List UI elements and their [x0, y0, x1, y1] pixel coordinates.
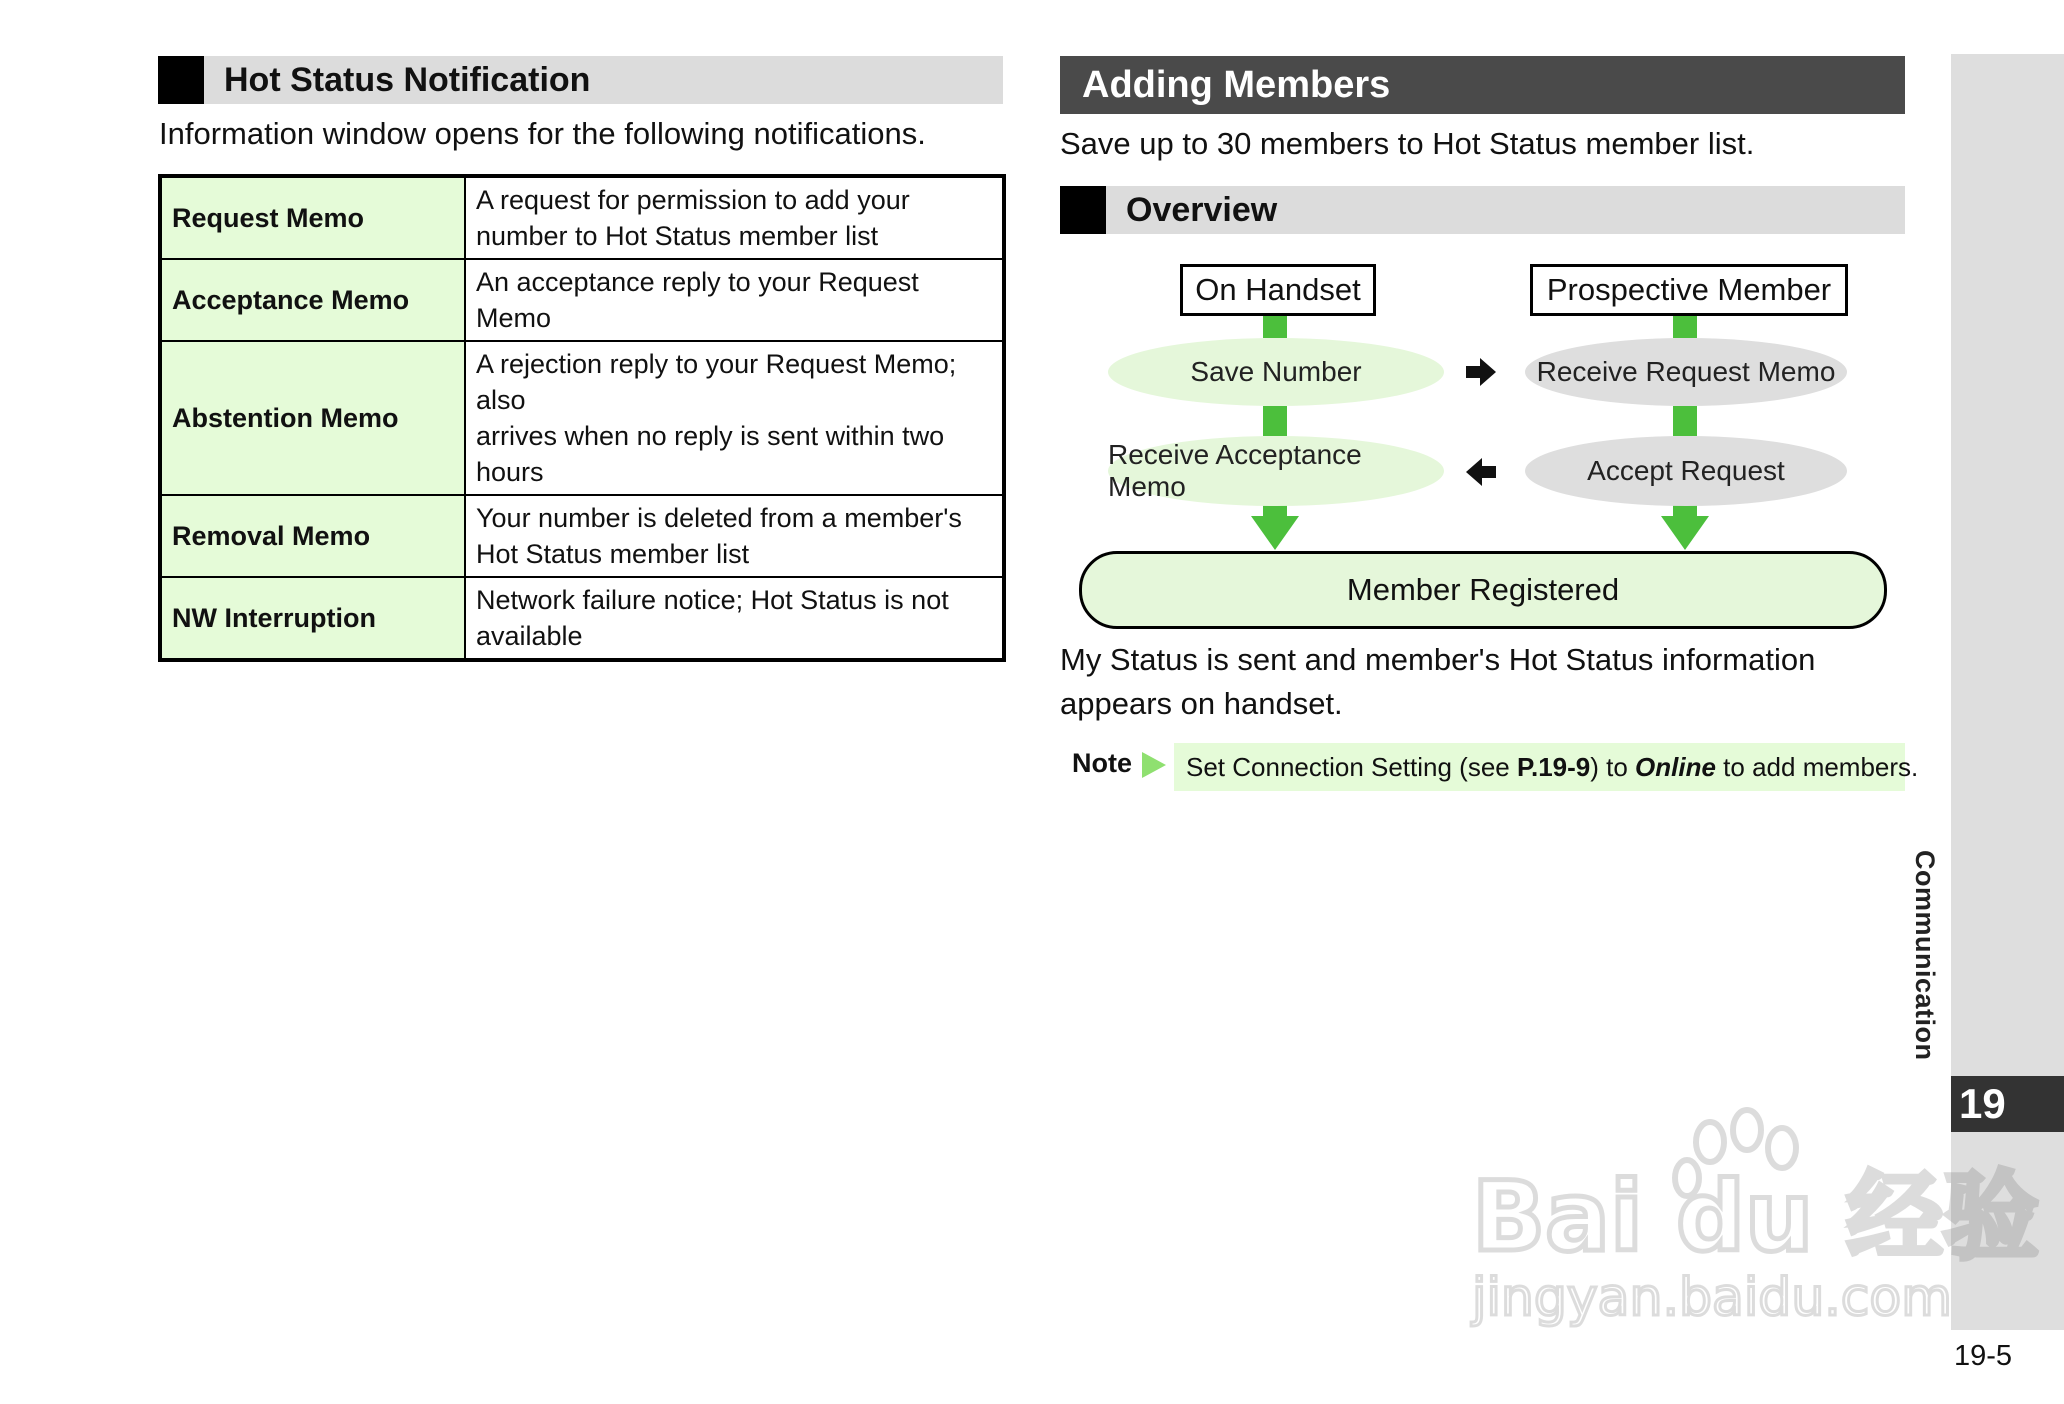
notification-intro: Information window opens for the following notifications.: [159, 116, 926, 151]
hot-status-heading: [158, 56, 1003, 104]
row-desc: An acceptance reply to your Request Memo: [465, 259, 1004, 341]
notification-table: [158, 174, 1006, 662]
heading-marker: [1060, 186, 1106, 234]
overview-heading: [1060, 186, 1905, 234]
prospective-member-label: Prospective Member: [1530, 264, 1848, 316]
row-desc: A request for permission to add your number to Hot Status member list: [465, 176, 1004, 259]
connector: [1673, 406, 1697, 436]
table-row: [160, 495, 1004, 577]
down-arrow-icon: [1251, 516, 1299, 552]
table-row: [160, 259, 1004, 341]
connector: [1263, 316, 1287, 338]
table-row: [160, 341, 1004, 495]
page-reference-link[interactable]: P.19-9: [1516, 752, 1591, 782]
receive-acceptance-step: Receive Acceptance Memo: [1108, 436, 1444, 506]
note-text: Set Connection Setting (see P.19-9) to Online to add members.: [1174, 743, 1905, 791]
page-number: 19-5: [1954, 1340, 2013, 1372]
note-triangle-icon: [1142, 752, 1166, 778]
adding-members-title: Adding Members: [1082, 64, 1391, 106]
right-arrow-icon: [1466, 358, 1496, 386]
row-name: Acceptance Memo: [160, 259, 465, 341]
connector: [1263, 406, 1287, 436]
table-row: [160, 176, 1004, 259]
row-name: Removal Memo: [160, 495, 465, 577]
overview-title: Overview: [1126, 191, 1278, 229]
note-label: Note: [1072, 748, 1132, 778]
adding-members-intro: Save up to 30 members to Hot Status member list.: [1060, 126, 1755, 161]
down-arrow-icon: [1661, 516, 1709, 552]
row-name: Request Memo: [160, 176, 465, 259]
result-text: My Status is sent and member's Hot Status information appears on handset.: [1060, 642, 1816, 721]
row-name: Abstention Memo: [160, 341, 465, 495]
chapter-number: 19: [1951, 1076, 2064, 1132]
svg-text:Bai du 经验: Bai du 经验: [1472, 1161, 2039, 1273]
chapter-side-tab: [1951, 54, 2064, 1330]
accept-request-step: Accept Request: [1525, 436, 1847, 506]
row-desc: Your number is deleted from a member's Hot Status member list: [465, 495, 1004, 577]
member-registered-box: Member Registered: [1079, 551, 1887, 629]
on-handset-label: On Handset: [1180, 264, 1376, 316]
heading-marker: [158, 56, 204, 104]
receive-request-step: Receive Request Memo: [1525, 338, 1847, 406]
row-desc: A rejection reply to your Request Memo; also arrives when no reply is sent within two hours: [465, 341, 1004, 495]
left-arrow-icon: [1466, 458, 1496, 486]
table-row: [160, 577, 1004, 660]
row-desc: Network failure notice; Hot Status is not available: [465, 577, 1004, 660]
heading-text: Hot Status Notification: [224, 61, 591, 99]
svg-text:jingyan.baidu.com: jingyan.baidu.com: [1472, 1268, 1952, 1328]
chapter-label: Communication: [1910, 850, 1940, 1061]
connector: [1673, 316, 1697, 338]
save-number-step: Save Number: [1108, 338, 1444, 406]
row-name: NW Interruption: [160, 577, 465, 660]
adding-members-heading: [1060, 56, 1905, 114]
